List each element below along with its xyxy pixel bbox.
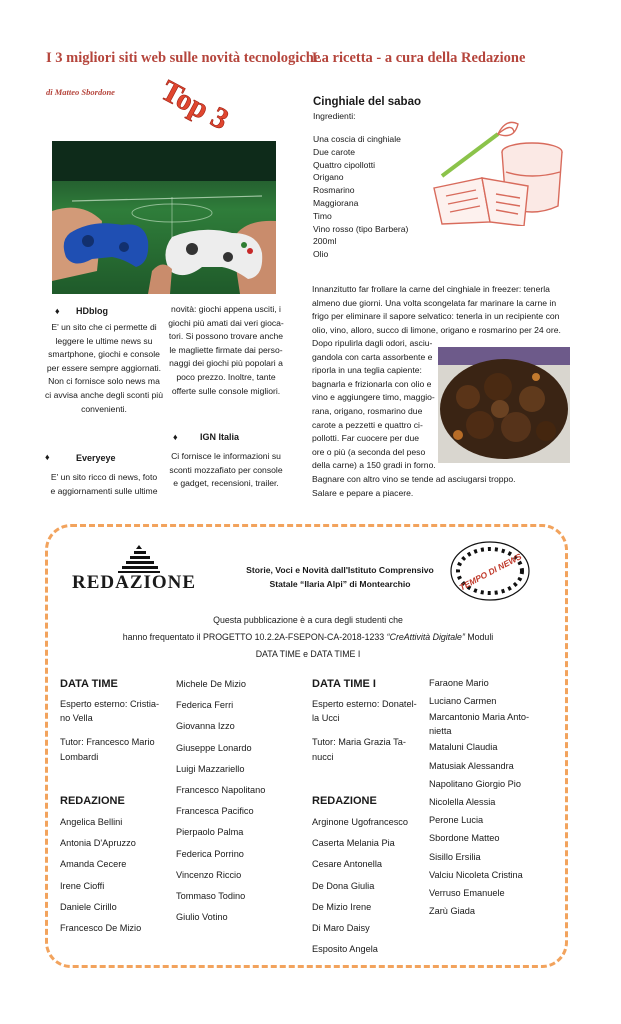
ingredient-item: Timo (313, 210, 332, 221)
student-name: Francesco Napolitano (176, 785, 266, 796)
ingredients-list (313, 133, 408, 261)
student-name: De Mizio Irene (312, 901, 372, 912)
student-name: Federica Porrino (176, 848, 244, 859)
stamp-text: TEMPO DI NEWS (457, 551, 524, 593)
site-text-ign: Ci fornisce le informazioni su sconti mozzafiato per console e gadget, recensioni, trailer. (169, 451, 283, 489)
ingredient-item: Origano (313, 172, 344, 183)
ingredient-item: Una coscia di cinghiale (313, 134, 401, 144)
redazione-label: REDAZIONE (312, 795, 377, 807)
top3-badge (152, 74, 252, 136)
student-list (176, 674, 265, 928)
module-tutor: Tutor: Maria Grazia Ta- nucci (312, 737, 406, 762)
student-name: Nicolella Alessia (429, 797, 496, 808)
ingredient-item: Rosmarino (313, 185, 355, 196)
student-name: Francesco De Mizio (60, 923, 142, 934)
school-name: Storie, Voci e Novità dall'Istituto Comprensivo Statale “Ilaria Alpi” di Montearchio (246, 565, 434, 589)
student-name: Arginone Ugofrancesco (312, 817, 409, 827)
student-list (60, 812, 141, 939)
student-name: Irene Cioffi (60, 880, 105, 891)
site-name-ign: IGN Italia (200, 432, 240, 442)
module-tutor: Tutor: Francesco Mario Lombardi (60, 737, 155, 762)
recipe-method-intro: Innanzitutto far frollare la carne del cinghiale in freezer: tenerla almeno due giorni. Una volta scongelata far marinare la carne in frigo per eliminare il sapore selvatico: tenerla in un recipiente con olio, vino, alloro, succo di limone, origano e rosmarino per 24 ore. (312, 284, 561, 335)
student-name: Esposito Angela (312, 944, 378, 955)
top3-badge-text: Top 3 (155, 74, 235, 136)
student-name: Michele De Mizio (176, 679, 246, 689)
redazione-logo-text: REDAZIONE (72, 572, 197, 593)
cookbook-illustration (432, 114, 572, 226)
student-name: Verruso Emanuele (429, 888, 505, 899)
svg-text:Top 3 (156, 74, 235, 136)
article-continuation: novità: giochi appena usciti, i giochi più amati dai veri gioca- tori. Si possono trovare anche le magliette firmate dai perso- naggi dei giochi più popolari a poco prezzo. Inoltre, tante offerte sulle console migliori. (168, 304, 284, 396)
game-controllers-photo (52, 141, 276, 294)
student-name: Di Maro Daisy (312, 923, 370, 934)
cooked-boar-photo (438, 347, 570, 463)
student-list (429, 674, 529, 920)
student-name: Amanda Cecere (60, 859, 127, 870)
student-name: Vincenzo Riccio (176, 869, 242, 880)
recipe-method-body: Dopo ripulirla dagli odori, asciu- gandola con carta assorbente e riporla in una teglia capiente: bagnarla e frizionarla con olio e vino e aggiungere timo, maggio- rana, origano, rosmarino due carote a pezzetti e quattro ci- pollotti. Far cuocere per due ore o più (a seconda del peso della carne) a 150 gradi in forno. (312, 338, 436, 471)
publication-credit: Questa pubblicazione è a cura degli studenti che hanno frequentato il PROGETTO 10.2.2A-FSEPON-CA-2018-1233 “CreAttività Digitale” Moduli DATA TIME e DATA TIME I (122, 615, 494, 659)
ingredient-item: Olio (313, 249, 329, 260)
student-name: Daniele Cirillo (60, 901, 117, 912)
student-name: Pierpaolo Palma (176, 827, 244, 838)
student-name: Giulio Votino (176, 912, 228, 923)
module-expert: Esperto esterno: Cristia- no Vella (60, 699, 160, 723)
ingredient-item: Maggiorana (313, 197, 359, 208)
student-name: Caserta Melania Pia (312, 838, 395, 849)
student-name: Antonia D'Apruzzo (60, 838, 136, 849)
student-name: Tommaso Todino (176, 891, 246, 902)
bullet-diamond-icon: ♦ (55, 306, 60, 316)
redazione-label: REDAZIONE (60, 795, 125, 807)
ingredient-item: 200ml (313, 236, 337, 247)
student-name: Luigi Mazzariello (176, 763, 245, 774)
stairs-pyramid-icon (118, 545, 160, 573)
student-name: nietta (429, 726, 452, 737)
student-name: De Dona Giulia (312, 880, 375, 891)
student-name: Sisillo Ersilia (429, 851, 481, 862)
student-name: Federica Ferri (176, 700, 234, 711)
article-byline: di Matteo Sbordone (46, 87, 115, 97)
bullet-diamond-icon: ♦ (173, 432, 178, 442)
recipe-dish-title: Cinghiale del sabao (313, 96, 421, 108)
article-title: I 3 migliori siti web sulle novità tecnologiche (46, 50, 321, 66)
student-name: Zarù Giada (429, 906, 475, 917)
student-name: Luciano Carmen (429, 696, 497, 707)
student-name: Perone Lucia (429, 815, 484, 826)
student-list (312, 812, 408, 960)
site-text-everyeye: E' un sito ricco di news, foto e aggiornamenti sulle ultime (50, 472, 158, 496)
student-name: Cesare Antonella (312, 859, 382, 870)
recipe-section-title: La ricetta - a cura della Redazione (312, 50, 526, 66)
student-name: Francesca Pacifico (176, 806, 254, 817)
ingredients-label: Ingredienti: (313, 111, 356, 121)
student-name: Faraone Mario (429, 678, 489, 688)
module-expert: Esperto esterno: Donatel- la Ucci (312, 699, 417, 723)
recipe-method-end: Bagnare con altro vino se tende ad asciugarsi troppo. Salare e pepare a piacere. (312, 474, 516, 498)
bullet-diamond-icon: ♦ (45, 452, 50, 462)
student-name: Sbordone Matteo (429, 833, 500, 844)
module-title: DATA TIME I (312, 678, 376, 690)
ingredient-item: Due carote (313, 146, 356, 157)
student-name: Napolitano Giorgio Pio (429, 778, 521, 789)
student-name: Giuseppe Lonardo (176, 742, 252, 753)
student-name: Angelica Bellini (60, 817, 123, 827)
ingredient-item: Vino rosso (tipo Barbera) (313, 223, 409, 234)
site-text-hdblog: E' un sito che ci permette di leggere le ultime news su smartphone, giochi e console per essere sempre aggiornati. Non ci fornisce solo news ma ci avvisa anche degli sconti più convenienti. (45, 322, 163, 414)
site-name-hdblog: HDblog (76, 306, 108, 316)
ingredient-item: Quattro cipollotti (313, 159, 376, 170)
student-name: Marcantonio Maria Anto- (429, 712, 530, 723)
student-name: Valciu Nicoleta Cristina (429, 869, 523, 880)
site-name-everyeye: Everyeye (76, 453, 116, 463)
student-name: Giovanna Izzo (176, 721, 235, 732)
student-name: Mataluni Claudia (429, 742, 498, 753)
module-title: DATA TIME (60, 678, 118, 690)
tempo-di-news-stamp (449, 540, 531, 602)
student-name: Matusiak Alessandra (429, 760, 514, 771)
